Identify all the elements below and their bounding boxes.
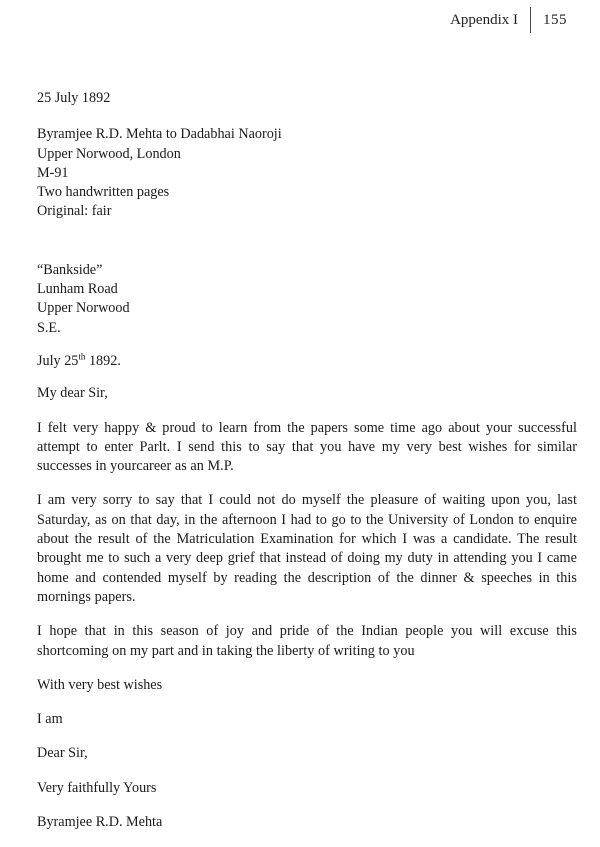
closing-signoff: Very faithfully Yours [37,779,157,796]
sender-address [37,261,577,338]
signature-name: Byramjee R.D. Mehta [37,814,163,831]
address-line: Upper Norwood [37,300,130,317]
header-divider [530,7,531,33]
closing-dear-sir: Dear Sir, [37,745,88,762]
letter-content [37,89,577,847]
address-line: “Bankside” [37,261,103,278]
body-paragraph: I felt very happy & proud to learn from the papers some time ago about your successful attempt to enter Parlt. I send this to say that you have my very best wishes for similar successes in yourcareer as an M.P. [37,419,577,475]
letter-date-year: 1892. [85,352,121,369]
body-paragraph: I am very sorry to say that I could not do myself the pleasure of waiting upon you, last Saturday, as on that day, in the afternoon I had to go to the University of London to enquire about the result of the Matriculation Examination for which I was a candidate. The result brought me to such a very deep grief that instead of doing my duty in attending you I came home and contended myself by reading the description of the dinner & speeches in this mornings papers. [37,492,577,605]
meta-line: Original: fair [37,203,112,220]
closing-i-am: I am [37,711,63,728]
section-title: Appendix I [450,11,518,28]
closing-wishes: With very best wishes [37,676,163,693]
meta-line: M-91 [37,164,69,181]
salutation: My dear Sir, [37,385,108,402]
meta-line: Two handwritten pages [37,184,170,201]
meta-line: Byramjee R.D. Mehta to Dadabhai Naoroji [37,126,282,143]
record-date: 25 July 1892 [37,90,111,106]
address-line: S.E. [37,319,61,336]
meta-line: Upper Norwood, London [37,145,181,162]
page-number: 155 [543,11,567,28]
body-paragraph: I hope that in this season of joy and pride of the Indian people you will excuse this shortcoming on my part and in taking the liberty of writing to you [37,623,577,659]
address-line: Lunham Road [37,281,118,298]
letter-date-day: July 25 [37,352,79,369]
letter-date [37,352,577,371]
letter-date-ordinal: th [78,351,86,362]
record-meta [37,125,577,221]
running-header [450,9,567,31]
